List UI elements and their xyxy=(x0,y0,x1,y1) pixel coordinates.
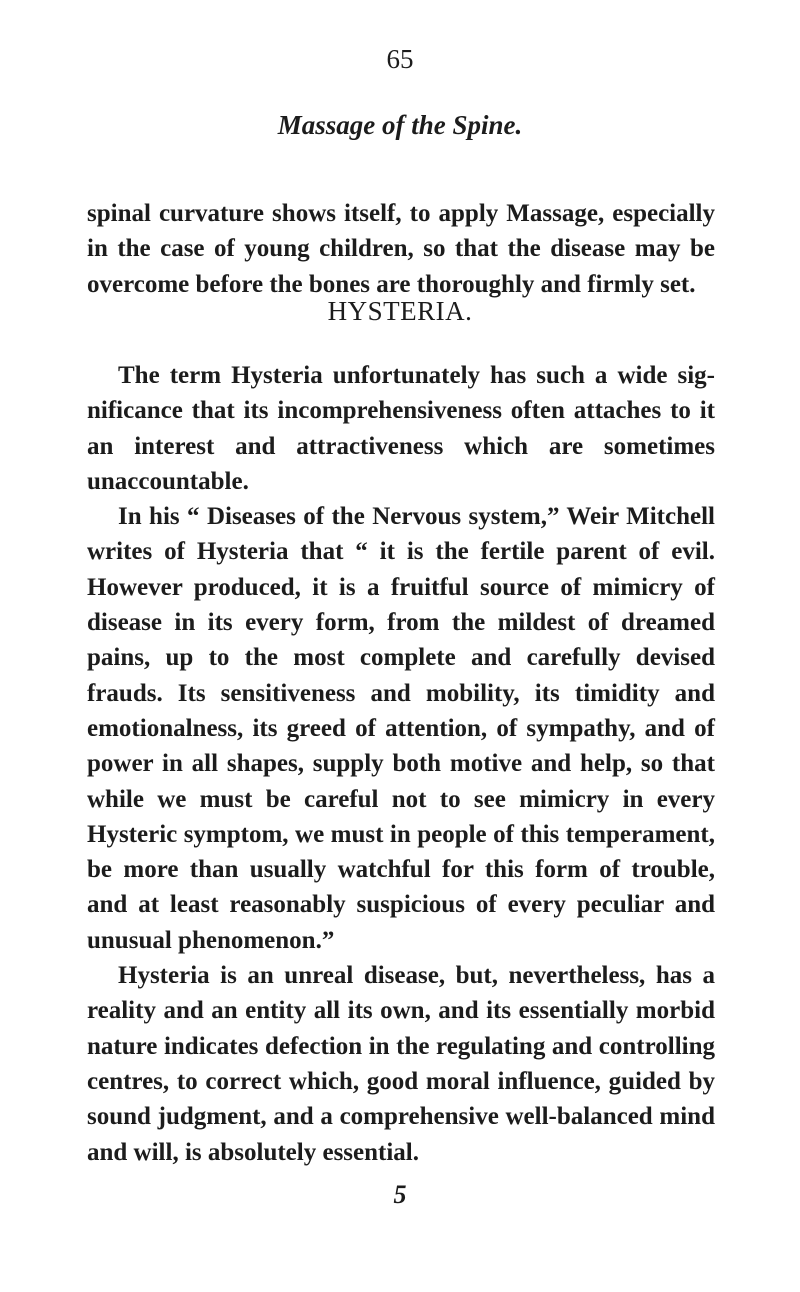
body-text-block xyxy=(87,358,715,1170)
paragraph-3: Hysteria is an unreal disease, but, nevertheless, has a reality and an entity all its own, and its essentially morbid nature indicates defection in the regulating and controlling centres, to correct which, good moral influence, guided by sound judgment, and a comprehensive well-balanced mind and will, is absolutely essential. xyxy=(87,962,715,1166)
section-heading: HYSTERIA. xyxy=(327,296,473,326)
intro-text-block xyxy=(87,196,715,302)
running-head: Massage of the Spine. xyxy=(277,110,523,140)
signature-mark: 5 xyxy=(393,1180,407,1209)
paragraph-2: In his “ Diseases of the Nervous system,” Weir Mitchell writes of Hysteria that “ it is the fertile parent of evil. However produced, it is a fruitful source of mimicry of disease in its every form, from the mildest of dreamed pains, up to the most complete and carefully devised frauds. Its sensitiveness and mobility, its timidity and emotionalness, its greed of attention, of sympathy, and of power in all shapes, supply both motive and help, so that while we must be careful not to see mimicry in every Hysteric symptom, we must in people of this temperament, be more than usually watchful for this form of trouble, and at least reasonably suspicious of every peculiar and unusual phenomenon.” xyxy=(87,503,715,954)
intro-paragraph: spinal curvature shows itself, to apply Massage, especially in the case of young children, so that the disease may be overcome before the bones are thoroughly and firmly set. xyxy=(87,200,715,298)
paragraph-1: The term Hysteria unfortunately has such a wide significance that its incomprehensiveness often attaches to it an interest and attractiveness which are sometimes unaccountable. xyxy=(87,362,715,495)
page-number: 65 xyxy=(386,44,414,74)
